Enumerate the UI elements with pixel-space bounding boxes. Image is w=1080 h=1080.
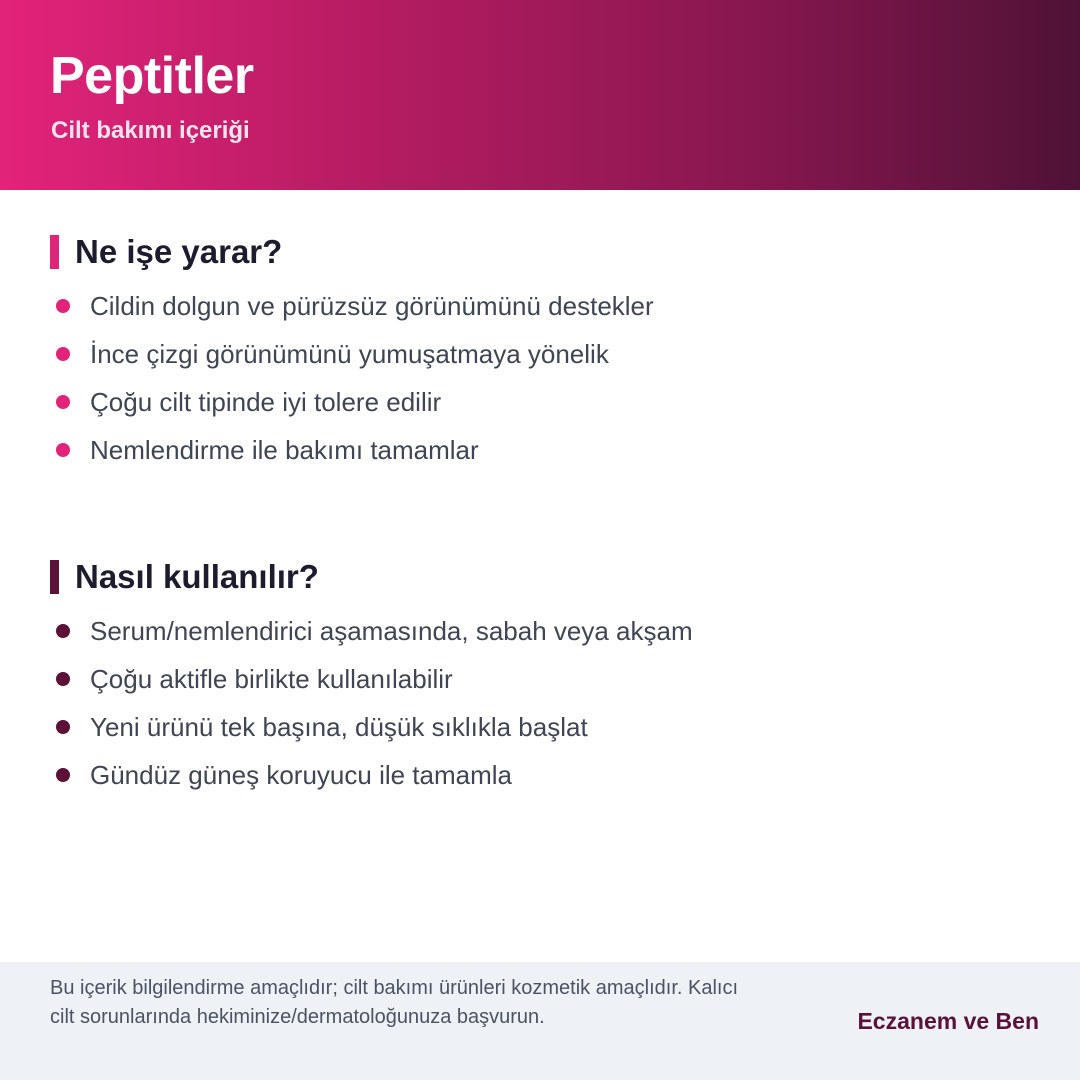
bullet-dot-icon bbox=[56, 347, 70, 361]
bullet-dot-icon bbox=[56, 443, 70, 457]
list-item-text: Gündüz güneş koruyucu ile tamamla bbox=[90, 760, 513, 790]
disclaimer-line: Bu içerik bilgilendirme amaçlıdır; cilt bakımı ürünleri kozmetik amaçlıdır. Kalıcı bbox=[50, 977, 739, 999]
list-item-text: Nemlendirme ile bakımı tamamlar bbox=[90, 435, 479, 465]
heading-accent-bar bbox=[50, 235, 59, 269]
footer bbox=[0, 962, 1080, 1080]
section-title: Nasıl kullanılır? bbox=[75, 558, 319, 595]
bullet-dot-icon bbox=[56, 395, 70, 409]
bullet-dot-icon bbox=[56, 672, 70, 686]
list-item-text: Yeni ürünü tek başına, düşük sıklıkla başlat bbox=[90, 712, 588, 742]
list-item-text: Çoğu cilt tipinde iyi tolere edilir bbox=[90, 387, 442, 417]
disclaimer-line: cilt sorunlarında hekiminize/dermatoloğunuza başvurun. bbox=[50, 1006, 545, 1028]
list-item-text: Serum/nemlendirici aşamasında, sabah veya akşam bbox=[90, 616, 693, 646]
heading-accent-bar bbox=[50, 560, 59, 594]
list-item-text: Çoğu aktifle birlikte kullanılabilir bbox=[90, 664, 453, 694]
list-item bbox=[56, 751, 693, 799]
list-item bbox=[56, 282, 654, 330]
section-heading-usage bbox=[50, 559, 319, 595]
bullet-dot-icon bbox=[56, 720, 70, 734]
section-heading-benefits bbox=[50, 234, 282, 270]
bullet-dot-icon bbox=[56, 299, 70, 313]
list-item bbox=[56, 330, 654, 378]
list-item bbox=[56, 607, 693, 655]
page-title: Peptitler bbox=[50, 47, 254, 105]
brand-name: Eczanem ve Ben bbox=[857, 1008, 1039, 1034]
benefits-list bbox=[56, 282, 654, 474]
disclaimer-text bbox=[50, 974, 870, 1032]
section-title: Ne işe yarar? bbox=[75, 233, 283, 270]
list-item bbox=[56, 378, 654, 426]
list-item-text: Cildin dolgun ve pürüzsüz görünümünü destekler bbox=[90, 291, 654, 321]
header-banner bbox=[0, 0, 1080, 190]
list-item bbox=[56, 655, 693, 703]
list-item-text: İnce çizgi görünümünü yumuşatmaya yönelik bbox=[90, 339, 609, 369]
page-subtitle: Cilt bakımı içeriği bbox=[51, 117, 250, 144]
list-item bbox=[56, 703, 693, 751]
list-item bbox=[56, 426, 654, 474]
bullet-dot-icon bbox=[56, 768, 70, 782]
bullet-dot-icon bbox=[56, 624, 70, 638]
usage-list bbox=[56, 607, 693, 799]
